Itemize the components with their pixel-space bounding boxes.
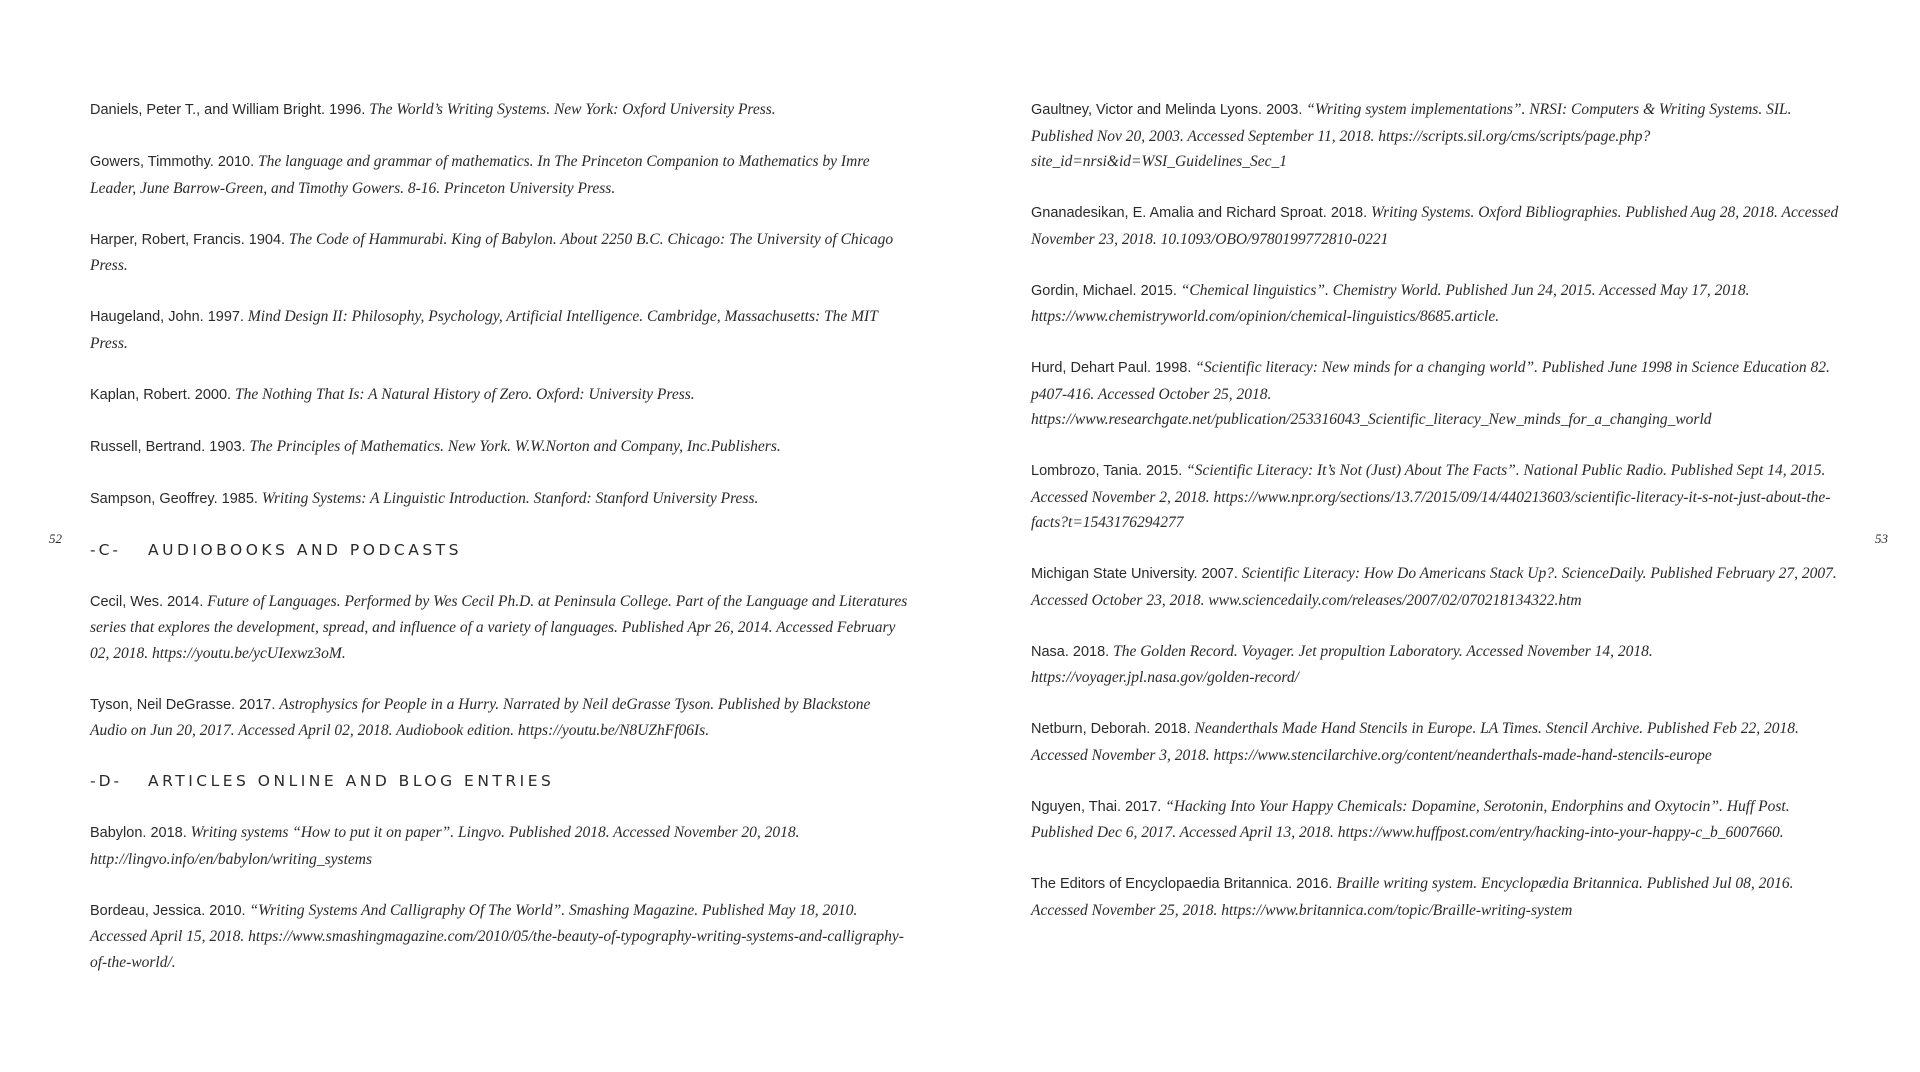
section-title: AUDIOBOOKS AND PODCASTS [148,540,462,559]
bibliography-entry [90,692,910,744]
entry-work: The language and grammar of mathematics. In The Princeton Companion to Mathematics by Imre Leader, June Barrow-Green, and Timothy Gowers. 8-16. Princeton University Press. [90,153,870,197]
entry-work: The World’s Writing Systems. New York: Oxford University Press. [369,101,776,118]
entry-work: “Scientific Literacy: It’s Not (Just) About The Facts”. National Public Radio. Published Sept 14, 2015. Accessed November 2, 2018. https://www.npr.org/sections/13.7/2015/09/14/440213603/scientific-literacy-it-s-not-just-about-the-facts?t=1543176294277 [1031,462,1831,531]
entry-author: Harper, Robert, Francis. 1904. [90,231,286,248]
section-marker: -D- [90,772,123,790]
bibliography-entry [1031,794,1851,846]
bibliography-entry [1031,355,1851,433]
bibliography-entry [90,898,910,976]
entry-author: Kaplan, Robert. 2000. [90,386,232,403]
entry-author: Gnanadesikan, E. Amalia and Richard Sproat. 2018. [1031,205,1368,221]
right-column [1031,97,1851,949]
entry-author: Nguyen, Thai. 2017. [1031,798,1162,815]
bibliography-entry [90,149,910,201]
entry-work: Future of Languages. Performed by Wes Cecil Ph.D. at Peninsula College. Part of the Language and Literatures series that explores the development, spread, and influence of a variety of languages. Published Apr 26, 2014. Accessed February 02, 2018. https://youtu.be/ycUIexwz3oM. [90,592,908,662]
entry-work: “Scientific literacy: New minds for a changing world”. Published June 1998 in Science Education 82. p407-416. Accessed October 25, 2018. https://www.researchgate.net/publication/253316043_Scientific_literacy_New_minds_for_a_changing_world [1031,359,1830,428]
entry-work: “Hacking Into Your Happy Chemicals: Dopamine, Serotonin, Endorphins and Oxytocin”. Huff Post. Published Dec 6, 2017. Accessed April 13, 2018. https://www.huffpost.com/entry/hacking-into-your-happy-c_b_6007660. [1031,797,1790,841]
bibliography-entry [90,304,910,356]
bibliography-entry [1031,639,1851,691]
left-column [90,97,910,1001]
entry-author: The Editors of Encyclopaedia Britannica. 2016. [1031,876,1333,892]
entry-author: Russell, Bertrand. 1903. [90,438,246,455]
bibliography-entry [1031,871,1851,923]
page-number-right: 53 [1875,531,1888,546]
entry-author: Sampson, Geoffrey. 1985. [90,490,258,507]
bibliography-entry [1031,716,1851,768]
entry-author: Michigan State University. 2007. [1031,566,1238,582]
entry-author: Netburn, Deborah. 2018. [1031,721,1191,737]
section-heading-audiobooks [90,538,910,564]
entry-work: The Principles of Mathematics. New York. W.W.Norton and Company, Inc.Publishers. [249,437,781,455]
entry-author: Cecil, Wes. 2014. [90,593,204,610]
entry-author: Daniels, Peter T., and William Bright. 1996. [90,102,366,118]
entry-work: The Nothing That Is: A Natural History of Zero. Oxford: University Press. [234,385,695,403]
bibliography-entry [90,589,910,667]
entry-author: Gaultney, Victor and Melinda Lyons. 2003. [1031,102,1303,118]
entry-author: Haugeland, John. 1997. [90,309,244,325]
bibliography-entry [90,227,910,279]
bibliography-entry [90,820,910,872]
entry-author: Hurd, Dehart Paul. 1998. [1031,360,1192,376]
bibliography-entry [90,382,910,409]
bibliography-entry [90,486,910,513]
right-page [960,0,1920,1072]
entry-work: “Writing system implementations”. NRSI: Computers & Writing Systems. SIL. Published Nov 20, 2003. Accessed September 11, 2018. https://scripts.sil.org/cms/scripts/page.php? site_id=nrsi&id=WSI_Guidelines_Sec_1 [1031,101,1792,170]
entry-author: Nasa. 2018. [1031,643,1110,660]
entry-work: Braille writing system. Encyclopædia Britannica. Published Jul 08, 2016. Accessed November 25, 2018. https://www.britannica.com/topic/Braille-writing-system [1031,875,1794,919]
section-marker: -C- [90,540,122,559]
bibliography-entry [1031,200,1851,252]
entry-work: Writing systems “How to put it on paper”. Lingvo. Published 2018. Accessed November 20, 2018. http://lingvo.info/en/babylon/writing_systems [90,824,800,868]
entry-author: Gowers, Timmothy. 2010. [90,154,255,170]
bibliography-entry [90,434,910,461]
entry-work: “Writing Systems And Calligraphy Of The World”. Smashing Magazine. Published May 18, 2010. Accessed April 15, 2018. https://www.smashingmagazine.com/2010/05/the-beauty-of-typography-writing-systems-and-calligraphy-of-the-world/. [90,901,904,971]
entry-work: Mind Design II: Philosophy, Psychology, Artificial Intelligence. Cambridge, Massachusetts: The MIT Press. [90,308,878,352]
bibliography-entry [1031,561,1851,613]
section-heading-articles [90,769,910,795]
bibliography-entry [1031,97,1851,175]
entry-author: Lombrozo, Tania. 2015. [1031,463,1183,479]
section-title: ARTICLES ONLINE AND BLOG ENTRIES [148,772,555,790]
entry-work: Astrophysics for People in a Hurry. Narrated by Neil deGrasse Tyson. Published by Blackstone Audio on Jun 20, 2017. Accessed April 02, 2018. Audiobook edition. https://youtu.be/N8UZhFf06Is. [90,695,871,739]
page-number-left: 52 [49,531,62,546]
entry-author: Babylon. 2018. [90,825,187,841]
entry-author: Bordeau, Jessica. 2010. [90,902,246,919]
bibliography-entry [90,97,910,124]
bibliography-entry [1031,458,1851,536]
entry-work: Scientific Literacy: How Do Americans Stack Up?. ScienceDaily. Published February 27, 2007. Accessed October 23, 2018. www.sciencedaily.com/releases/2007/02/070218134322.htm [1031,565,1837,609]
entry-work: The Golden Record. Voyager. Jet propultion Laboratory. Accessed November 14, 2018. https://voyager.jpl.nasa.gov/golden-record/ [1031,642,1653,686]
entry-author: Gordin, Michael. 2015. [1031,282,1177,299]
bibliography-entry [1031,278,1851,330]
entry-work: The Code of Hammurabi. King of Babylon. About 2250 B.C. Chicago: The University of Chicago Press. [90,230,894,274]
entry-work: “Chemical linguistics”. Chemistry World. Published Jun 24, 2015. Accessed May 17, 2018. https://www.chemistryworld.com/opinion/chemical-linguistics/8685.article. [1031,281,1750,325]
entry-author: Tyson, Neil DeGrasse. 2017. [90,696,276,713]
entry-work: Writing Systems. Oxford Bibliographies. Published Aug 28, 2018. Accessed November 23, 2018. 10.1093/OBO/9780199772810-0221 [1031,204,1839,248]
entry-work: Writing Systems: A Linguistic Introduction. Stanford: Stanford University Press. [261,489,759,507]
entry-work: Neanderthals Made Hand Stencils in Europe. LA Times. Stencil Archive. Published Feb 22, 2018. Accessed November 3, 2018. https://www.stencilarchive.org/content/neanderthals-made-hand-stencils-europe [1031,720,1799,764]
